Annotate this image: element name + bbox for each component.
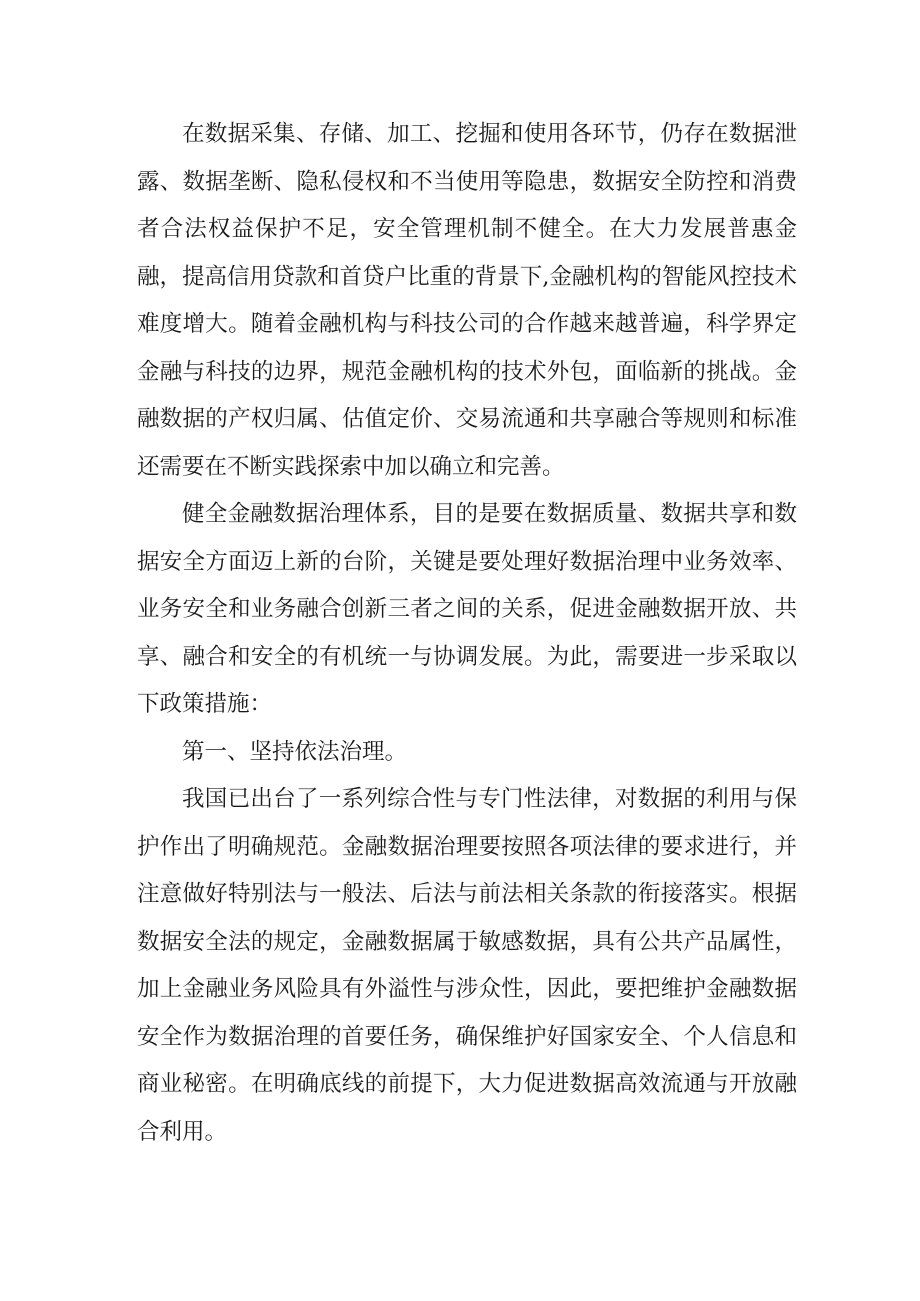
paragraph-risks: 在数据采集、存储、加工、挖掘和使用各环节，仍存在数据泄露、数据垄断、隐私侵权和不当使用等隐患，数据安全防控和消费者合法权益保护不足，安全管理机制不健全。在大力发展普惠金融，提高信用贷款和首贷户比重的背景下,金融机构的智能风控技术难度增大。随着金融机构与科技公司的合作越来越普遍，科学界定金融与科技的边界，规范金融机构的技术外包，面临新的挑战。金融数据的产权归属、估值定价、交易流通和共享融合等规则和标准还需要在不断实践探索中加以确立和完善。 <box>137 121 797 480</box>
paragraph-legal-framework: 我国已出台了一系列综合性与专门性法律，对数据的利用与保护作出了明确规范。金融数据治理要按照各项法律的要求进行，并注意做好特别法与一般法、后法与前法相关条款的衔接落实。根据数据安全法的规定，金融数据属于敏感数据，具有公共产品属性，加上金融业务风险具有外溢性与涉众性，因此，要把维护金融数据安全作为数据治理的首要任务，确保维护好国家安全、个人信息和商业秘密。在明确底线的前提下，大力促进数据高效流通与开放融合利用。 <box>137 786 797 1145</box>
paragraph-governance-system: 健全金融数据治理体系，目的是要在数据质量、数据共享和数据安全方面迈上新的台阶，关键是要处理好数据治理中业务效率、业务安全和业务融合创新三者之间的关系，促进金融数据开放、共享、融合和安全的有机统一与协调发展。为此，需要进一步采取以下政策措施： <box>137 501 797 717</box>
document-body <box>137 111 797 1156</box>
paragraph-heading-rule-of-law: 第一、坚持依法治理。 <box>182 738 408 765</box>
